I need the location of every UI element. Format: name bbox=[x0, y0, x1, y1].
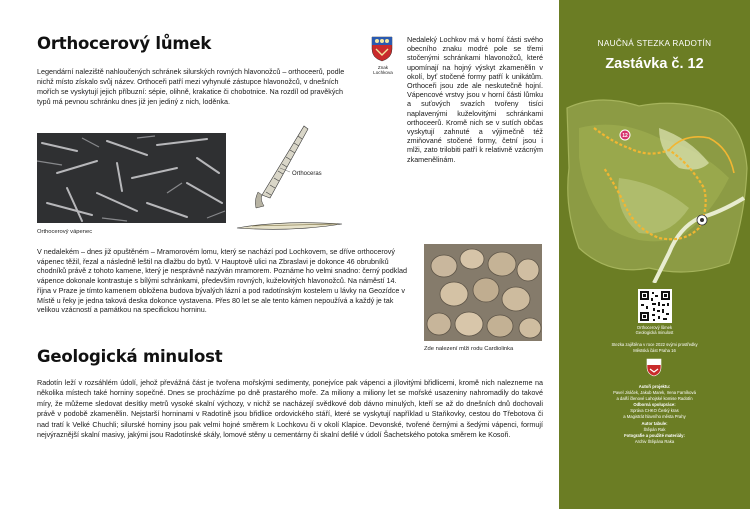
sidebar bbox=[559, 0, 750, 509]
trail-map bbox=[559, 88, 750, 283]
section1-intro: Legendární naleziště nahloučených schránek silurských rovných hlavonožců – orthoceerů, podle nichž místo získalo svůj název. Orthoceři patří mezi vyhynulé zástupce hlavonožců, v dnešních mořích se vyskytují jejich příbuzní: sépie, olihně, krakatice či chobotnice. Na rozdíl od pravěkých typů má pevnou schránku dnes již jen jediný z nich, loděnka. bbox=[37, 67, 345, 106]
funding-line-2: Městská část Praha 16 bbox=[633, 348, 676, 353]
section2-title: Geologická minulost bbox=[37, 347, 223, 366]
orthoceras-drawing bbox=[232, 120, 360, 238]
credit-head-6: Fotografie a použité materiály: bbox=[624, 432, 685, 438]
qr-caption-2: Geologická minulost bbox=[635, 330, 674, 335]
credit-text-6: Archiv Štěpána Raka bbox=[634, 438, 675, 444]
credit-head-1: Autoři projektu: bbox=[638, 384, 671, 389]
funding-line-1: Stezka zajištěna v roce 2022 svými prostředky bbox=[611, 342, 698, 347]
orthoceras-cross-section-icon bbox=[237, 223, 342, 230]
map-terrain bbox=[567, 100, 747, 272]
qr-caption-1: Orthocerový lůmek bbox=[636, 325, 673, 330]
section1-right-text: Nedaleký Lochkov má v horní části svého obecního znaku modré pole se třemi stočenými schránkami hlavonožců, které upomínají na hojný výskyt zkamenělin v okolí, byť stočené formy patří k unikátům. Orthoceři jsou zde ale neskutečně hojní. Vápencové vrstvy jsou v horní části lůmku a suťových svazích tvořeny tisíci naplavenými kuželovitými schránkami orthoceerů. Kromě nich se v sutích občas vyskytují zahnuté a výjimečně též zmiňované stočené formy, četní jsou i mlži, zato trilobiti patří k relativně vzácným zkamenělinám. bbox=[407, 35, 543, 164]
section1-middle-text: V nedalekém – dnes již opuštěném – Mramorovém lomu, který se nachází pod Lochkovem, se dříve orthocerový vápenec těžil, řezal a následně leštil na dlažbu do bytů. V Hauptově ulici na Zbraslavi je dokonce 46 obrubníků chodníků právě z tohoto kamene, který je nesprávně nazýván mramorem. Poznáme ho velmi snadno: černý podklad vápence dokonale kontrastuje s bílými schránkami, především rovných, kuželovitých hlavonožců. Na náměstí 14. října v Praze je tímto kamenem obložena budova bývalých lázní a pod radotínským kostelem u lávky na Geozídce v Místě u řeky je jedna taková deska dokonce vystavena. Přes 80 let se ale tento kámen nepoužívá a každý je tak velikou vzácností a památkou na specifickou horninu. bbox=[37, 247, 407, 315]
qr-code-icon bbox=[638, 289, 672, 323]
town-center-icon bbox=[697, 215, 707, 225]
emblem-caption: Znak Lochkova bbox=[373, 65, 393, 76]
credits-block bbox=[559, 384, 750, 445]
credit-text-3: Správa CHKO Český kras bbox=[630, 408, 679, 414]
orthoceras-shell-icon bbox=[255, 126, 308, 208]
stop-title: Zastávka č. 12 bbox=[605, 56, 704, 72]
credit-head-5: Autor tabule: bbox=[641, 420, 668, 426]
lochkov-emblem-icon bbox=[371, 36, 393, 62]
credit-text-2: a další členové Lahojské komise Radotín bbox=[616, 396, 693, 402]
radotin-emblem-icon bbox=[646, 358, 662, 377]
limestone-photo bbox=[37, 133, 226, 223]
trail-title: NAUČNÁ STEZKA RADOTÍN bbox=[597, 39, 712, 48]
limestone-texture bbox=[37, 133, 226, 223]
bivalve-photo-caption: Zde nalezení mlži rodu Cardiolinka bbox=[424, 346, 514, 352]
credit-text-5: Štěpán Rak bbox=[643, 426, 666, 432]
current-stop-number: 12 bbox=[622, 133, 628, 139]
bivalve-fossils bbox=[424, 244, 542, 341]
bivalve-photo bbox=[424, 244, 542, 341]
credit-head-3: Odborná spolupráce: bbox=[633, 402, 676, 408]
orthoceras-label: Orthoceras bbox=[292, 171, 322, 177]
limestone-photo-caption: Orthocerový vápenec bbox=[37, 229, 93, 235]
section2-text: Radotín leží v rozsáhlém údolí, jehož převážná část je tvořena mořskými sedimenty, ponejvíce pak vápenci a jílovitými břidlicemi, kromě nich nalezneme na několika místech také horniny sopečné. Dnes se procházíme po dně prastarého moře. Za miliony a miliony let se mořské usazeniny nahromadily do takové míry, že můžeme sledovat desítky metrů vysoké skalní výchozy, v nichž se nacházejí svědkové dob dávno minulých, kteří se až do dnešních dnů dochovali právě v podobě zkamenělin. Nejstarší horninami v Radotíně jsou břidlice ordovického stáří, které se vyskytují například u Staňkovky, cestou do Třebotova či nad tratí k Velké Chuchli; silurské horniny jsou pak velmi hojné směrem k Lochkovu či v okolí Klapice. Devonské, tvořené černými a šedými vápenci, formují nejvýraznější skalní masivy, jakými jsou Radotínské skály, lomové stěny u cementárny či skalní defilé v údolí Šachetského potoka směrem ke Kosoři. bbox=[37, 378, 543, 440]
credit-text-4: a Magistrát hlavního města Prahy bbox=[623, 414, 686, 420]
credit-text-1: Pavel Jiráček, Jakub Marek, Irena Farníková bbox=[613, 390, 696, 396]
section1-title: Orthocerový lůmek bbox=[37, 34, 212, 53]
